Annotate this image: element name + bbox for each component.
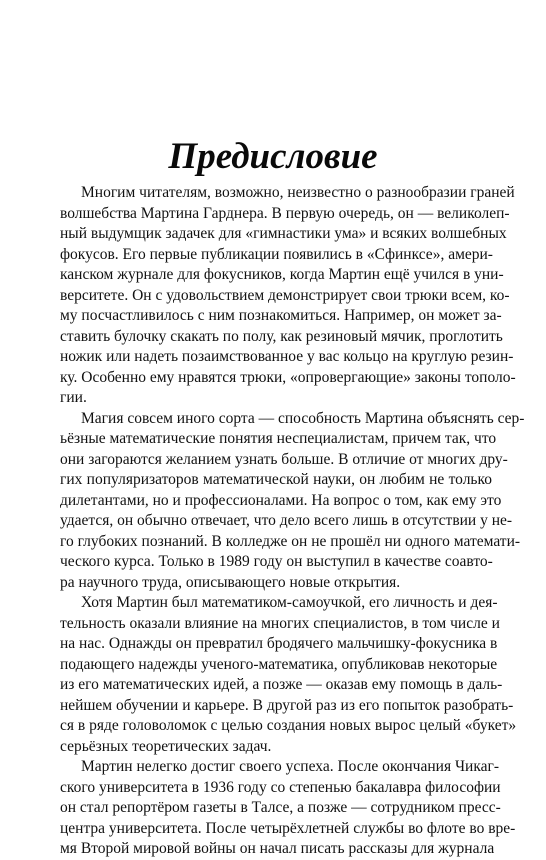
text-line: центра университета. После четырёхлетней службы во флоте во вре- xyxy=(60,819,516,837)
text-line: мя Второй мировой войны он начал писать рассказы для журнала xyxy=(60,840,495,857)
text-line: нейшем обучении и карьере. В другой раз из его попыток разобрать- xyxy=(60,696,514,714)
text-line: Хотя Мартин был математиком-самоучкой, его личность и дея- xyxy=(81,594,498,611)
paragraph-3 xyxy=(60,593,517,757)
paragraph-2 xyxy=(60,409,525,594)
text-line: го глубоких познаний. В колледже он не прошёл ни одного математи- xyxy=(60,532,521,550)
text-line: Мартин нелегко достиг своего успеха. После окончания Чикаг- xyxy=(81,758,500,775)
text-line: ножик или надеть позаимствованное у вас кольцо на круглую резин- xyxy=(60,348,514,365)
text-line: ского университета в 1936 году со степенью бакалавра философии xyxy=(60,778,501,796)
text-line: му посчастливилось с ним познакомиться. Например, он может за- xyxy=(60,307,502,324)
text-line: они загораются желанием узнать больше. В отличие от многих дру- xyxy=(60,450,508,468)
text-line: тельность оказали влияние на многих специалистов, в том числе и xyxy=(60,614,500,632)
text-line: на нас. Однажды он превратил бродячего мальчишку-фокусника в xyxy=(60,635,498,652)
text-line: из его математических идей, а позже — оказав ему помощь в даль- xyxy=(60,676,503,693)
text-line: ный выдумщик задачек для «гимнастики ума» и всяких волшебных xyxy=(60,225,507,242)
text-line: ра научного труда, описывающего новые открытия. xyxy=(60,573,401,591)
paragraph-4 xyxy=(60,757,516,860)
text-line: ся в ряде головоломок с целью создания новых вырос целый «букет» xyxy=(60,717,517,734)
paragraph-1 xyxy=(60,183,516,409)
text-line: гии. xyxy=(60,389,87,406)
text-line: Магия совсем иного сорта — способность Мартина объяснять сер- xyxy=(81,409,525,427)
text-line: подающего надежды ученого-математика, опубликовав некоторые xyxy=(60,655,498,673)
text-line: канском журнале для фокусников, когда Мартин ещё учился в уни- xyxy=(60,266,504,283)
text-line: гих популяризаторов математической науки, он любим не только xyxy=(60,471,492,488)
text-line: ческого курса. Только в 1989 году он выступил в качестве соавто- xyxy=(60,553,493,570)
text-line: он стал репортёром газеты в Талсе, а позже — сотрудником пресс- xyxy=(60,799,501,816)
page-title: Предисловие xyxy=(168,135,378,177)
text-line: верситете. Он с удовольствием демонстрирует свои трюки всем, ко- xyxy=(60,286,510,304)
body-text xyxy=(60,183,525,860)
text-line: Многим читателям, возможно, неизвестно о разнообразии граней xyxy=(81,184,515,201)
text-line: серьёзных теоретических задач. xyxy=(60,737,272,755)
text-line: удается, он обычно отвечает, что дело всего лишь в отсутствии у не- xyxy=(60,512,513,529)
text-line: ку. Особенно ему нравятся трюки, «опровергающие» законы тополо- xyxy=(60,368,516,386)
text-line: дилетантами, но и профессионалами. На вопрос о том, как ему это xyxy=(60,491,502,509)
text-line: фокусов. Его первые публикации появились в «Сфинксе», амери- xyxy=(60,245,493,263)
text-line: ьёзные математические понятия неспециалистам, причем так, что xyxy=(60,430,497,447)
text-line: волшебства Мартина Гарднера. В первую очередь, он — великолеп- xyxy=(60,204,510,222)
text-line: ставить булочку скакать по полу, как резиновый мячик, проглотить xyxy=(60,327,503,345)
